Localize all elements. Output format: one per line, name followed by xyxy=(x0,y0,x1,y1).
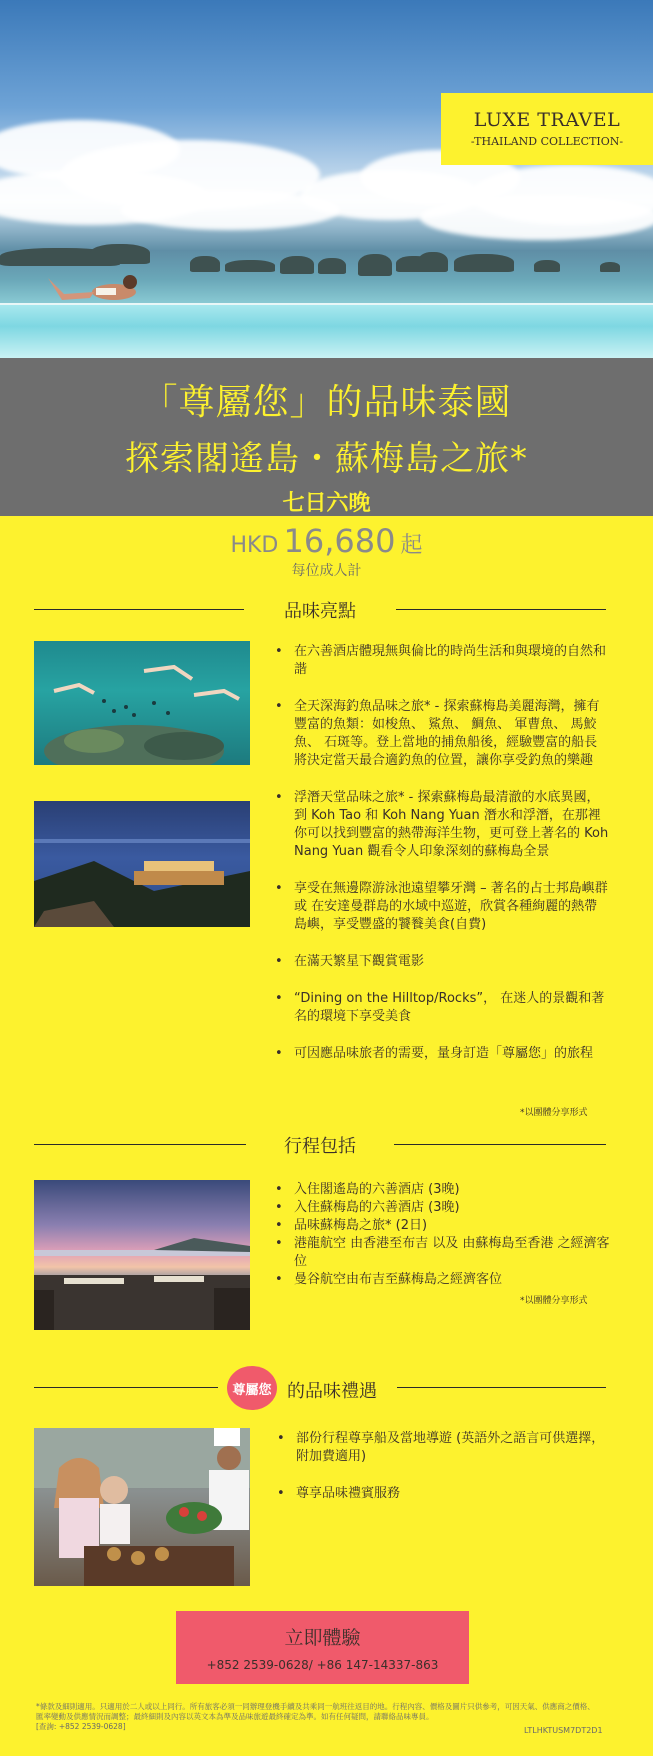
highlight-item: • 在滿天繁星下觀賞電影 xyxy=(274,953,610,971)
brand-logo-box xyxy=(441,93,653,165)
contact-line: [查詢: +852 2539-0628] xyxy=(36,1722,126,1731)
itinerary-item: • 港龍航空 由香港至布吉 以及 由蘇梅島至香港 之經濟客位 xyxy=(274,1235,610,1271)
title-band xyxy=(0,358,653,516)
privileges-heading: 的品味禮遇 xyxy=(287,1381,377,1402)
itinerary-heading: 行程包括 xyxy=(284,1136,356,1157)
chef-family-photo xyxy=(34,1428,250,1586)
divider xyxy=(396,609,606,610)
privilege-badge-text: 尊屬您 xyxy=(232,1383,272,1398)
sub-headline: 探索閣遙島・蘇梅島之旅* xyxy=(125,439,528,479)
highlights-note: *以團體分享形式 xyxy=(520,1108,588,1118)
highlight-item: • 在六善酒店體現無與倫比的時尚生活和與環境的自然和諧 xyxy=(274,643,610,679)
swimmer-figure xyxy=(44,270,139,306)
highlights-heading: 品味亮點 xyxy=(284,601,356,622)
privileges-list xyxy=(276,1430,616,1503)
brand-subtitle: -THAILAND COLLECTION- xyxy=(470,135,624,148)
cta-label: 立即體驗 xyxy=(284,1627,361,1649)
divider xyxy=(34,1144,246,1145)
highlight-item: • 全天深海釣魚品味之旅* - 探索蘇梅島美麗海灣，擁有豐富的魚類：如梭魚、 鯊魚、 鯛魚、 軍曹魚、 馬鮫魚、 石斑等。登上當地的捕魚船後，經驗豐富的船長將決定當天最合適釣魚的位置，讓你享受釣魚的樂趣 xyxy=(274,698,610,770)
privilege-item: • 尊享品味禮賓服務 xyxy=(276,1485,616,1503)
price-suffix: 起 xyxy=(400,533,423,558)
headline: 「尊屬您」的品味泰國 xyxy=(141,382,512,423)
itinerary-header xyxy=(34,1132,606,1156)
product-code: LTLHKTUSM7DT2D1 xyxy=(524,1726,603,1735)
highlights-header xyxy=(34,597,606,621)
privilege-item: • 部份行程尊享船及當地導遊 (英語外之語言可供選擇，附加費適用) xyxy=(276,1430,616,1466)
hero-image xyxy=(0,0,653,358)
disclaimer-text: *條款及細則適用。只適用於二人或以上同行。所有旅客必須一同辦理登機手續及共乘同一航班往返目的地。行程內容、價格及圖片只供參考，可因天氣、供應商之價格、匯率變動及供應情況而調整；最終細則及內容以英文本為準及品味旅遊最終確定為準。如有任何疑問，請聯絡品味專員。 xyxy=(36,1702,595,1721)
itinerary-item: • 入住蘇梅島的六善酒店 (3晚) xyxy=(274,1199,610,1217)
itinerary-item: • 曼谷航空由布吉至蘇梅島之經濟客位 xyxy=(274,1271,610,1289)
price xyxy=(0,522,653,560)
highlight-item: • 浮潛天堂品味之旅* - 探索蘇梅島最清澈的水底異國，到 Koh Tao 和 Koh Nang Yuan 潛水和浮潛，在那裡你可以找到豐富的熱帶海洋生物，更可登上著名的 Koh Nang Yuan 觀看令人印象深刻的蘇梅島全景 xyxy=(274,789,610,861)
privilege-badge xyxy=(227,1366,277,1410)
experience-now-button[interactable] xyxy=(176,1611,469,1684)
privileges-header xyxy=(34,1366,606,1410)
price-amount: 16,680 xyxy=(283,522,396,560)
highlights-list xyxy=(274,643,610,1063)
itinerary-note: *以團體分享形式 xyxy=(520,1296,588,1306)
price-note: 每位成人計 xyxy=(291,563,362,579)
sunset-dining-photo xyxy=(34,1180,250,1330)
highlight-item: • 可因應品味旅者的需要，量身訂造「尊屬您」的旅程 xyxy=(274,1045,610,1063)
divider xyxy=(34,1387,218,1388)
highlight-item: • 享受在無邊際游泳池遠望攀牙灣 – 著名的占士邦島嶼群 或 在安達曼群島的水域中巡遊，欣賞各種絢麗的熱帶島嶼，享受豐盛的饕餮美食(自費) xyxy=(274,880,610,934)
divider xyxy=(397,1387,606,1388)
highlight-item: • “Dining on the Hilltop/Rocks”， 在迷人的景觀和著名的環境下享受美食 xyxy=(274,990,610,1026)
snorkel-photo xyxy=(34,641,250,765)
cta-phones[interactable]: +852 2539-0628/ +86 147-14337-863 xyxy=(206,1658,439,1672)
itinerary-item: • 入住閣遙島的六善酒店 (3晚) xyxy=(274,1181,610,1199)
duration: 七日六晚 xyxy=(282,491,371,516)
villa-dusk-photo xyxy=(34,801,250,927)
price-currency: HKD xyxy=(230,533,279,558)
brand-title: LUXE TRAVEL xyxy=(473,109,621,131)
divider xyxy=(394,1144,606,1145)
divider xyxy=(34,609,244,610)
itinerary-list xyxy=(274,1181,610,1289)
itinerary-item: • 品味蘇梅島之旅* (2日) xyxy=(274,1217,610,1235)
